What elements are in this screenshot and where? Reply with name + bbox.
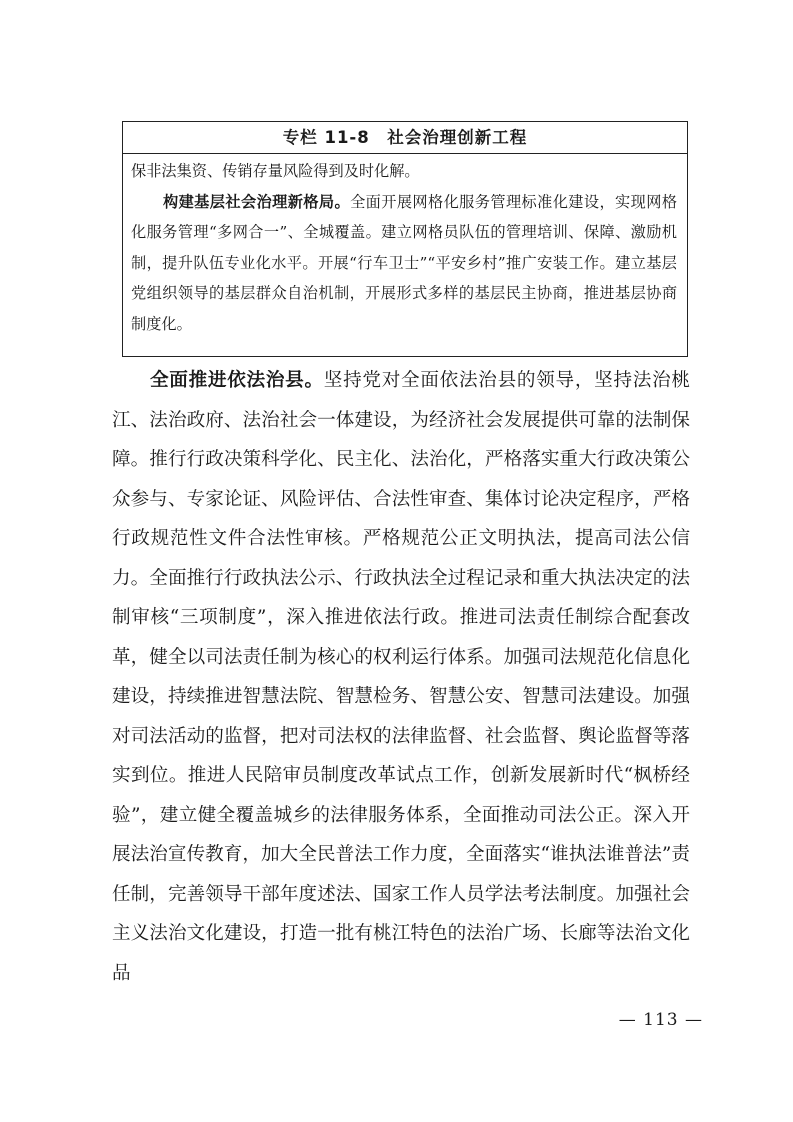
box-section-text: 全面开展网格化服务管理标准化建设，实现网格化服务管理“多网合一”、全城覆盖。建立网格员队伍的管理培训、保障、激励机制，提升队伍专业化水平。开展“行车卫士”“平安乡村”推广安装工作。建立基层党组织领导的基层群众自治机制，开展形式多样的基层民主协商，推进基层协商制度化。 [131, 192, 678, 333]
box-section-paragraph [131, 187, 677, 340]
box-body [123, 154, 687, 340]
project-box [122, 121, 688, 357]
box-continuation-text: 保非法集资、传销存量风险得到及时化解。 [131, 162, 420, 180]
box-title: 专栏 11-8 社会治理创新工程 [123, 122, 687, 154]
box-section-lead: 构建基层社会治理新格局。 [163, 192, 351, 211]
main-text: 坚持党对全面依法治县的领导，坚持法治桃江、法治政府、法治社会一体建设，为经济社会发展提供可靠的法制保障。推行行政决策科学化、民主化、法治化，严格落实重大行政决策公众参与、专家论证、风险评估、合法性审查、集体讨论决定程序，严格行政规范性文件合法性审核。严格规范公正文明执法，提高司法公信力。全面推行行政执法公示、行政执法全过程记录和重大执法决定的法制审核“三项制度”，深入推进依法行政。推进司法责任制综合配套改革，健全以司法责任制为核心的权利运行体系。加强司法规范化信息化建设，持续推进智慧法院、智慧检务、智慧公安、智慧司法建设。加强对司法活动的监督，把对司法权的法律监督、社会监督、舆论监督等落实到位。推进人民陪审员制度改革试点工作，创新发展新时代“枫桥经验”，建立健全覆盖城乡的法律服务体系，全面推动司法公正。深入开展法治宣传教育，加大全民普法工作力度，全面落实“谁执法谁普法”责任制，完善领导干部年度述法、国家工作人员学法考法制度。加强社会主义法治文化建设，打造一批有桃江特色的法治广场、长廊等法治文化品 [112, 370, 690, 984]
main-paragraph [112, 361, 690, 993]
main-lead: 全面推进依法治县。 [150, 370, 324, 391]
page-number: — 113 — [618, 1010, 703, 1030]
